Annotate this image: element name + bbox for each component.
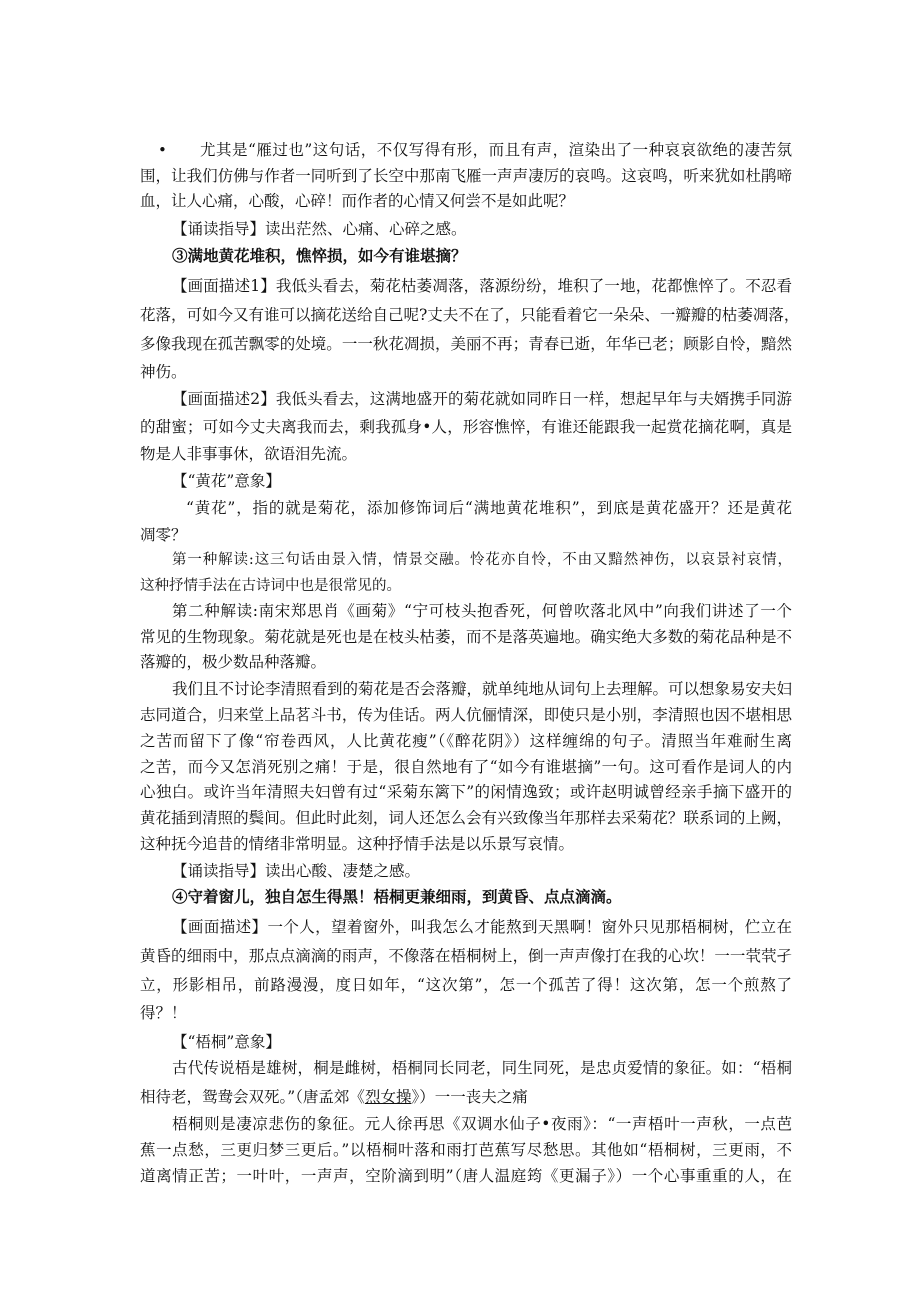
paragraph-line: 花落，可如今又有谁可以摘花送给自己呢?丈夫不在了，只能看着它一朵朵、一瓣瓣的枯萎凋落， xyxy=(140,306,800,324)
paragraph-line: 的甜蜜；可如今丈夫离我而去，剩我孤身•人，形容憔悴，有谁还能跟我一起赏花摘花啊，真是 xyxy=(140,418,792,436)
paragraph-line: 血，让人心痛，心酸，心碎！而作者的心情又何尝不是如此呢？ xyxy=(140,192,575,210)
paragraph-line: 黄昏的细雨中，那点点滴滴的雨声，不像落在梧桐树上，倒一声声像打在我的心坎！一一茕茕孑 xyxy=(140,947,792,965)
paragraph-line: 第一种解读:这三句话由景入情，情景交融。怜花亦自怜，不由又黯然神伤，以哀景衬哀情， xyxy=(172,552,792,568)
paragraph-line: 蕉一点愁，三更归梦三更后。”以梧桐叶落和雨打芭蕉写尽愁思。其他如“梧桐树，三更雨，不 xyxy=(140,1141,792,1159)
paragraph-line: 志同道合，归来堂上品茗斗书，传为佳话。两人伉俪情深，即使只是小别，李清照也因不堪相思 xyxy=(140,706,792,724)
paragraph-line: 梧桐则是凄凉悲伤的象征。元人徐再思《双调水仙子•夜雨》：“一声梧叶一声秋，一点芭 xyxy=(172,1115,792,1133)
reading-guide: 【诵读指导】读出心酸、凄楚之感。 xyxy=(172,862,421,880)
bullet-marker: • xyxy=(158,141,167,159)
section-heading: ③满地黄花堆积，憔悴损，如今有谁堪摘？ xyxy=(172,246,467,265)
paragraph-line: 道离情正苦；一叶叶，一声声，空阶滴到明”（唐人温庭筠《更漏子》）一个心事重重的人，在 xyxy=(140,1167,792,1185)
imagery-heading: 【“梧桐”意象】 xyxy=(172,1033,281,1051)
paragraph-line: 围，让我们仿佛与作者一同听到了长空中那南飞雁一声声凄厉的哀鸣。这哀鸣，听来犹如杜鹃啼 xyxy=(140,167,792,185)
paragraph-line: 神伤。 xyxy=(140,363,187,381)
paragraph-line: 常见的生物现象。菊花就是死也是在枝头枯萎，而不是落英遍地。确实绝大多数的菊花品种是不 xyxy=(140,628,792,646)
paragraph-line: 【画面描述1】我低头看去，菊花枯萎凋落，落源纷纷，堆积了一地，花都憔悴了。不忍看 xyxy=(172,277,792,295)
paragraph-line: 第二种解读:南宋郑思肖《画菊》“宁可枝头抱香死，何曾吹落北风中”向我们讲述了一个 xyxy=(172,602,792,620)
paragraph-line: 心独白。或许当年清照夫妇曾有过“采菊东篱下”的闲情逸致；或许赵明诚曾经亲手摘下盛开的 xyxy=(140,783,792,801)
text-span: 》）一一丧夫之痛 xyxy=(411,1088,528,1106)
paragraph-line: 黄花插到清照的鬓间。但此时此刻，词人还怎么会有兴致像当年那样去采菊花？联系词的上阙， xyxy=(140,809,792,827)
paragraph-line: 我们且不讨论李清照看到的菊花是否会落瓣，就单纯地从词句上去理解。可以想象易安夫妇 xyxy=(172,680,793,698)
paragraph-line: 落瓣的，极少数品种落瓣。 xyxy=(140,653,327,671)
paragraph-line: 古代传说梧是雄树，桐是雌树，梧桐同长同老，同生同死，是忠贞爱情的象征。如：“梧桐 xyxy=(172,1059,792,1077)
paragraph-line: 【画面描述】一个人，望着窗外，叫我怎么才能熬到天黑啊！窗外只见那梧桐树，伫立在 xyxy=(172,918,792,936)
paragraph-line: 之苦而留下了像“帘卷西风，人比黄花瘦”（《醉花阴》）这样缠绵的句子。清照当年难耐生离 xyxy=(140,732,792,750)
reading-guide: 【诵读指导】读出茫然、心痛、心碎之感。 xyxy=(172,220,467,238)
paragraph-line: 凋零？ xyxy=(140,526,187,544)
paragraph-line: 【画面描述2】我低头看去，这满地盛开的菊花就如同昨日一样，想起早年与夫婿携手同游 xyxy=(172,390,792,408)
text-span: 相待老，鸳鸯会双死。”（唐孟郊《 xyxy=(140,1088,365,1106)
paragraph-line: 立，形影相吊，前路漫漫，度日如年，“这次第”，怎一个孤苦了得！这次第，怎一个煎熬了 xyxy=(140,976,792,994)
paragraph-line: 多像我现在孤苦飘零的处境。一一秋花凋损，美丽不再；青春已逝，年华已老；顾影自怜，黯然 xyxy=(140,335,792,353)
section-heading: ④守着窗儿，独自怎生得黑！梧桐更兼细雨，到黄昏、点点滴滴。 xyxy=(172,887,622,906)
paragraph-line: 尤其是“雁过也”这句话，不仅写得有形，而且有声，渲染出了一种哀哀欲绝的凄苦氛 xyxy=(200,141,792,159)
paragraph-line: 物是人非事事休，欲语泪先流。 xyxy=(140,445,358,463)
paragraph-line: “黄花”，指的就是菊花，添加修饰词后“满地黄花堆积”，到底是黄花盛开？还是黄花 xyxy=(186,499,792,517)
imagery-heading: 【“黄花”意象】 xyxy=(172,472,281,490)
poem-title-link[interactable]: 烈女操 xyxy=(364,1088,412,1106)
paragraph-line xyxy=(140,1087,792,1107)
paragraph-line: 之苦，而今又怎消死别之痛！于是，很自然地有了“如今有谁堪摘”一句。这可看作是词人的内 xyxy=(140,758,792,776)
paragraph-line: 这种抚今追昔的情绪非常明显。这种抒情手法是以乐景写哀情。 xyxy=(140,835,575,853)
paragraph-line: 这种抒情手法在古诗词中也是很常见的。 xyxy=(140,578,401,594)
paragraph-line: 得？！ xyxy=(140,1004,187,1022)
